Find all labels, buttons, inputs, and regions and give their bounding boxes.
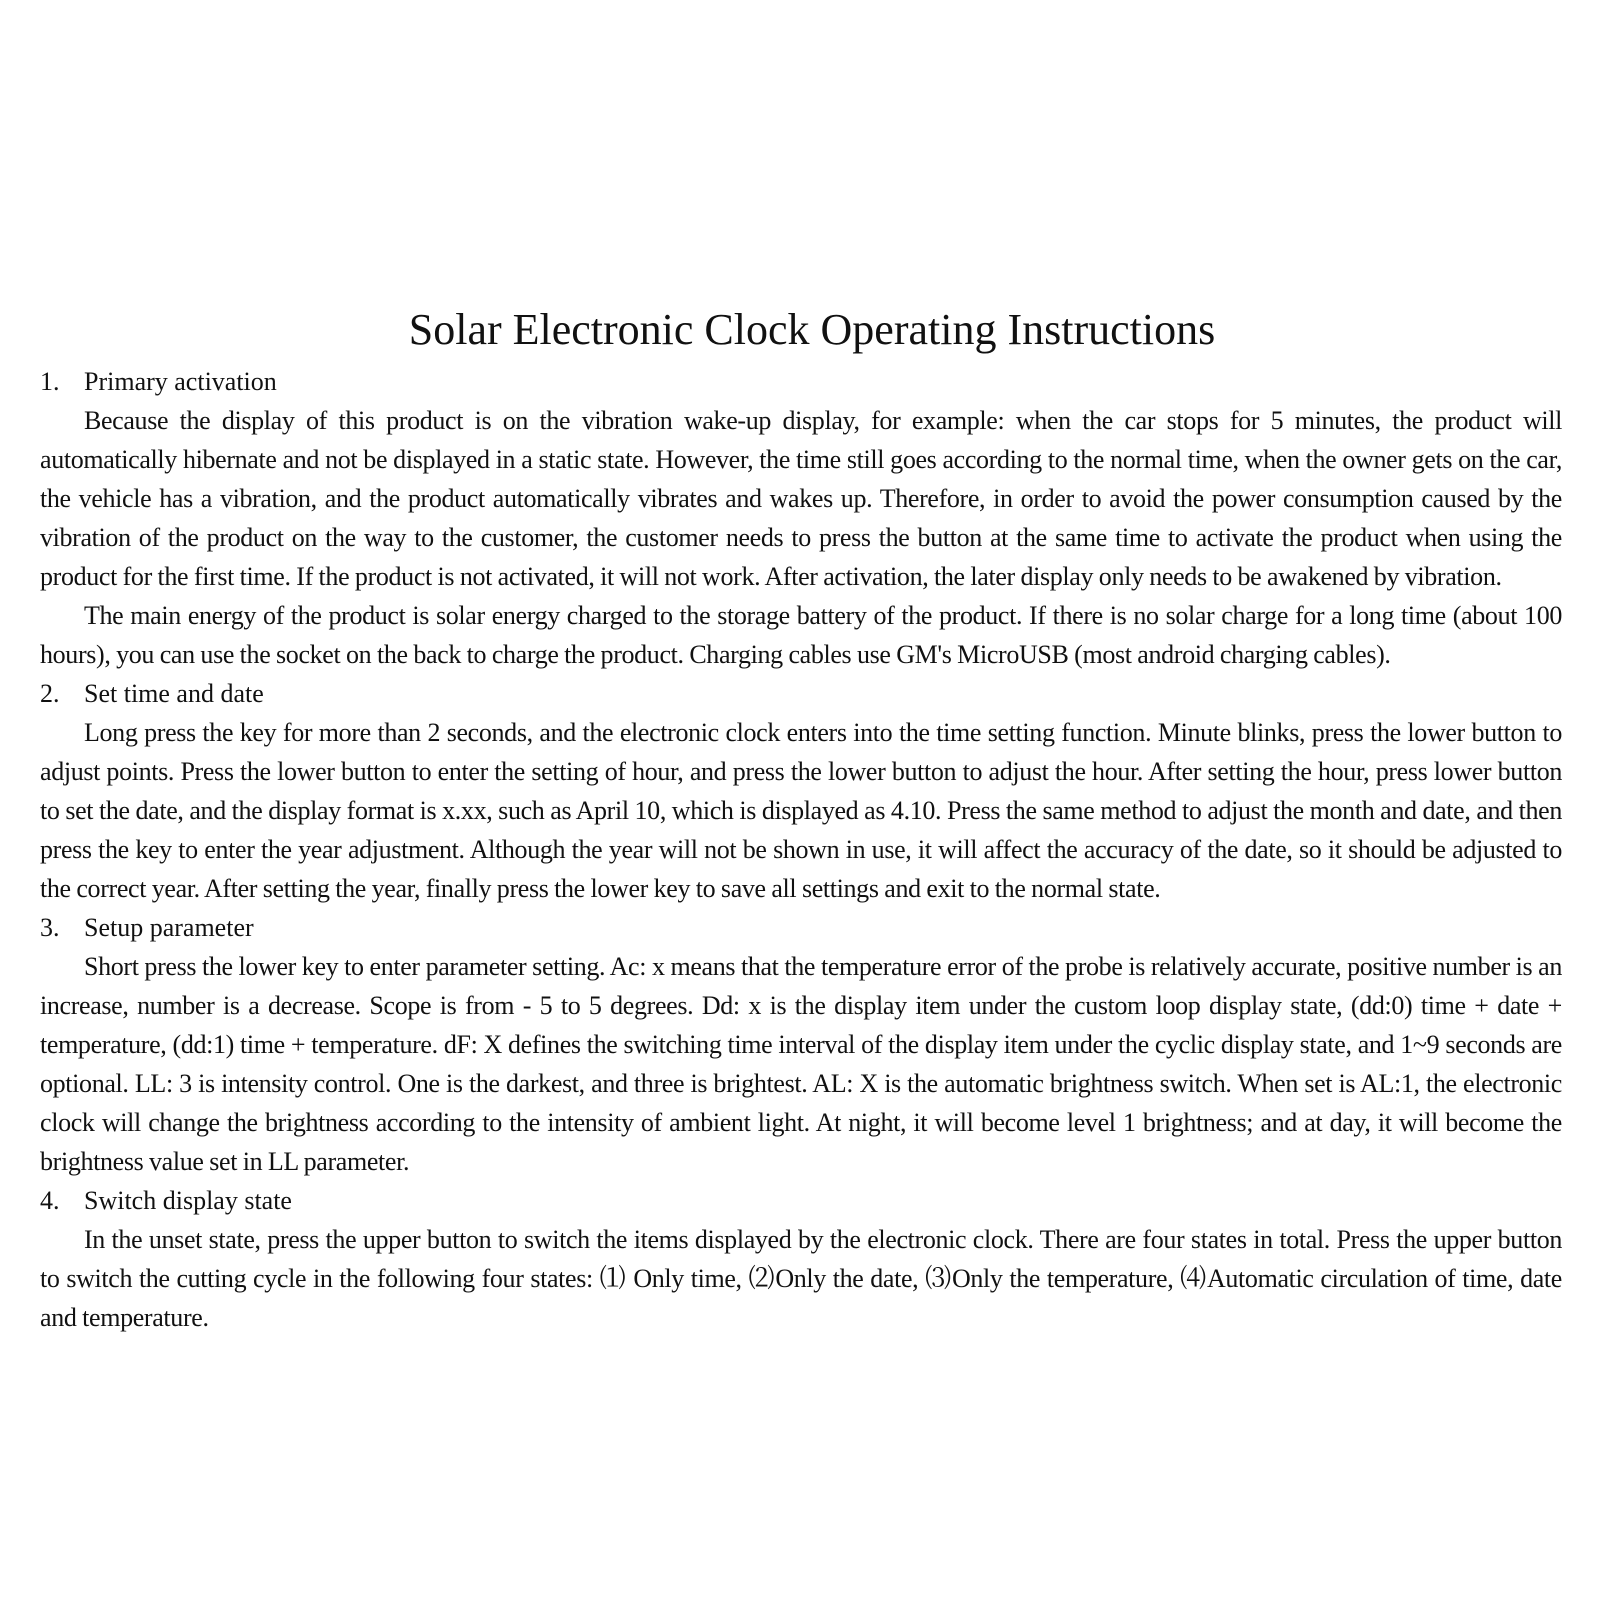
section-title: Primary activation	[84, 367, 277, 396]
section-title: Set time and date	[84, 679, 264, 708]
section-number: 1.	[40, 367, 60, 396]
paragraph: Long press the key for more than 2 seconds, and the electronic clock enters into the time setting function. Minute blinks, press the lower button to adjust points. Press the lower button to enter the setting of hour, and press the lower button to adjust the hour. After setting the hour, press lower button to set the date, and the display format is x.xx, such as April 10, which is displayed as 4.10. Press the same method to adjust the month and date, and then press the key to enter the year adjustment. Although the year will not be shown in use, it will affect the accuracy of the date, so it should be adjusted to the correct year. After setting the year, finally press the lower key to save all settings and exit to the normal state.	[40, 718, 1562, 903]
section-number: 2.	[40, 679, 60, 708]
paragraph: The main energy of the product is solar energy charged to the storage battery of the product. If there is no solar charge for a long time (about 100 hours), you can use the socket on the back to charge the product. Charging cables use GM's MicroUSB (most android charging cables).	[40, 601, 1562, 669]
paragraph: In the unset state, press the upper button to switch the items displayed by the electronic clock. There are four states in total. Press the upper button to switch the cutting cycle in the following four states: ⑴ Only time, ⑵Only the date, ⑶Only the temperature, ⑷Automatic circulation of time, date and temperature.	[40, 1225, 1562, 1332]
section-set-time-and-date	[40, 674, 1562, 908]
section-setup-parameter	[40, 908, 1562, 1181]
document-title: Solar Electronic Clock Operating Instructions	[408, 305, 1216, 354]
paragraph: Short press the lower key to enter parameter setting. Ac: x means that the temperature error of the probe is relatively accurate, positive number is an increase, number is a decrease. Scope is from - 5 to 5 degrees. Dd: x is the display item under the custom loop display state, (dd:0) time + date + temperature, (dd:1) time + temperature. dF: X defines the switching time interval of the display item under the cyclic display state, and 1~9 seconds are optional. LL: 3 is intensity control. One is the darkest, and three is brightest. AL: X is the automatic brightness switch. When set is AL:1, the electronic clock will change the brightness according to the intensity of ambient light. At night, it will become level 1 brightness; and at day, it will become the brightness value set in LL parameter.	[40, 952, 1562, 1176]
paragraph: Because the display of this product is on the vibration wake-up display, for example: when the car stops for 5 minutes, the product will automatically hibernate and not be displayed in a static state. However, the time still goes according to the normal time, when the owner gets on the car, the vehicle has a vibration, and the product automatically vibrates and wakes up. Therefore, in order to avoid the power consumption caused by the vibration of the product on the way to the customer, the customer needs to press the button at the same time to activate the product when using the product for the first time. If the product is not activated, it will not work. After activation, the later display only needs to be awakened by vibration.	[40, 406, 1562, 591]
section-number: 4.	[40, 1186, 60, 1215]
section-heading	[40, 674, 1562, 713]
instruction-document	[40, 300, 1562, 1337]
section-heading	[40, 908, 1562, 947]
section-title: Setup parameter	[84, 913, 254, 942]
section-heading	[40, 1181, 1562, 1220]
section-switch-display-state	[40, 1181, 1562, 1337]
section-heading	[40, 362, 1562, 401]
section-title: Switch display state	[84, 1186, 292, 1215]
section-number: 3.	[40, 913, 60, 942]
section-primary-activation	[40, 362, 1562, 674]
